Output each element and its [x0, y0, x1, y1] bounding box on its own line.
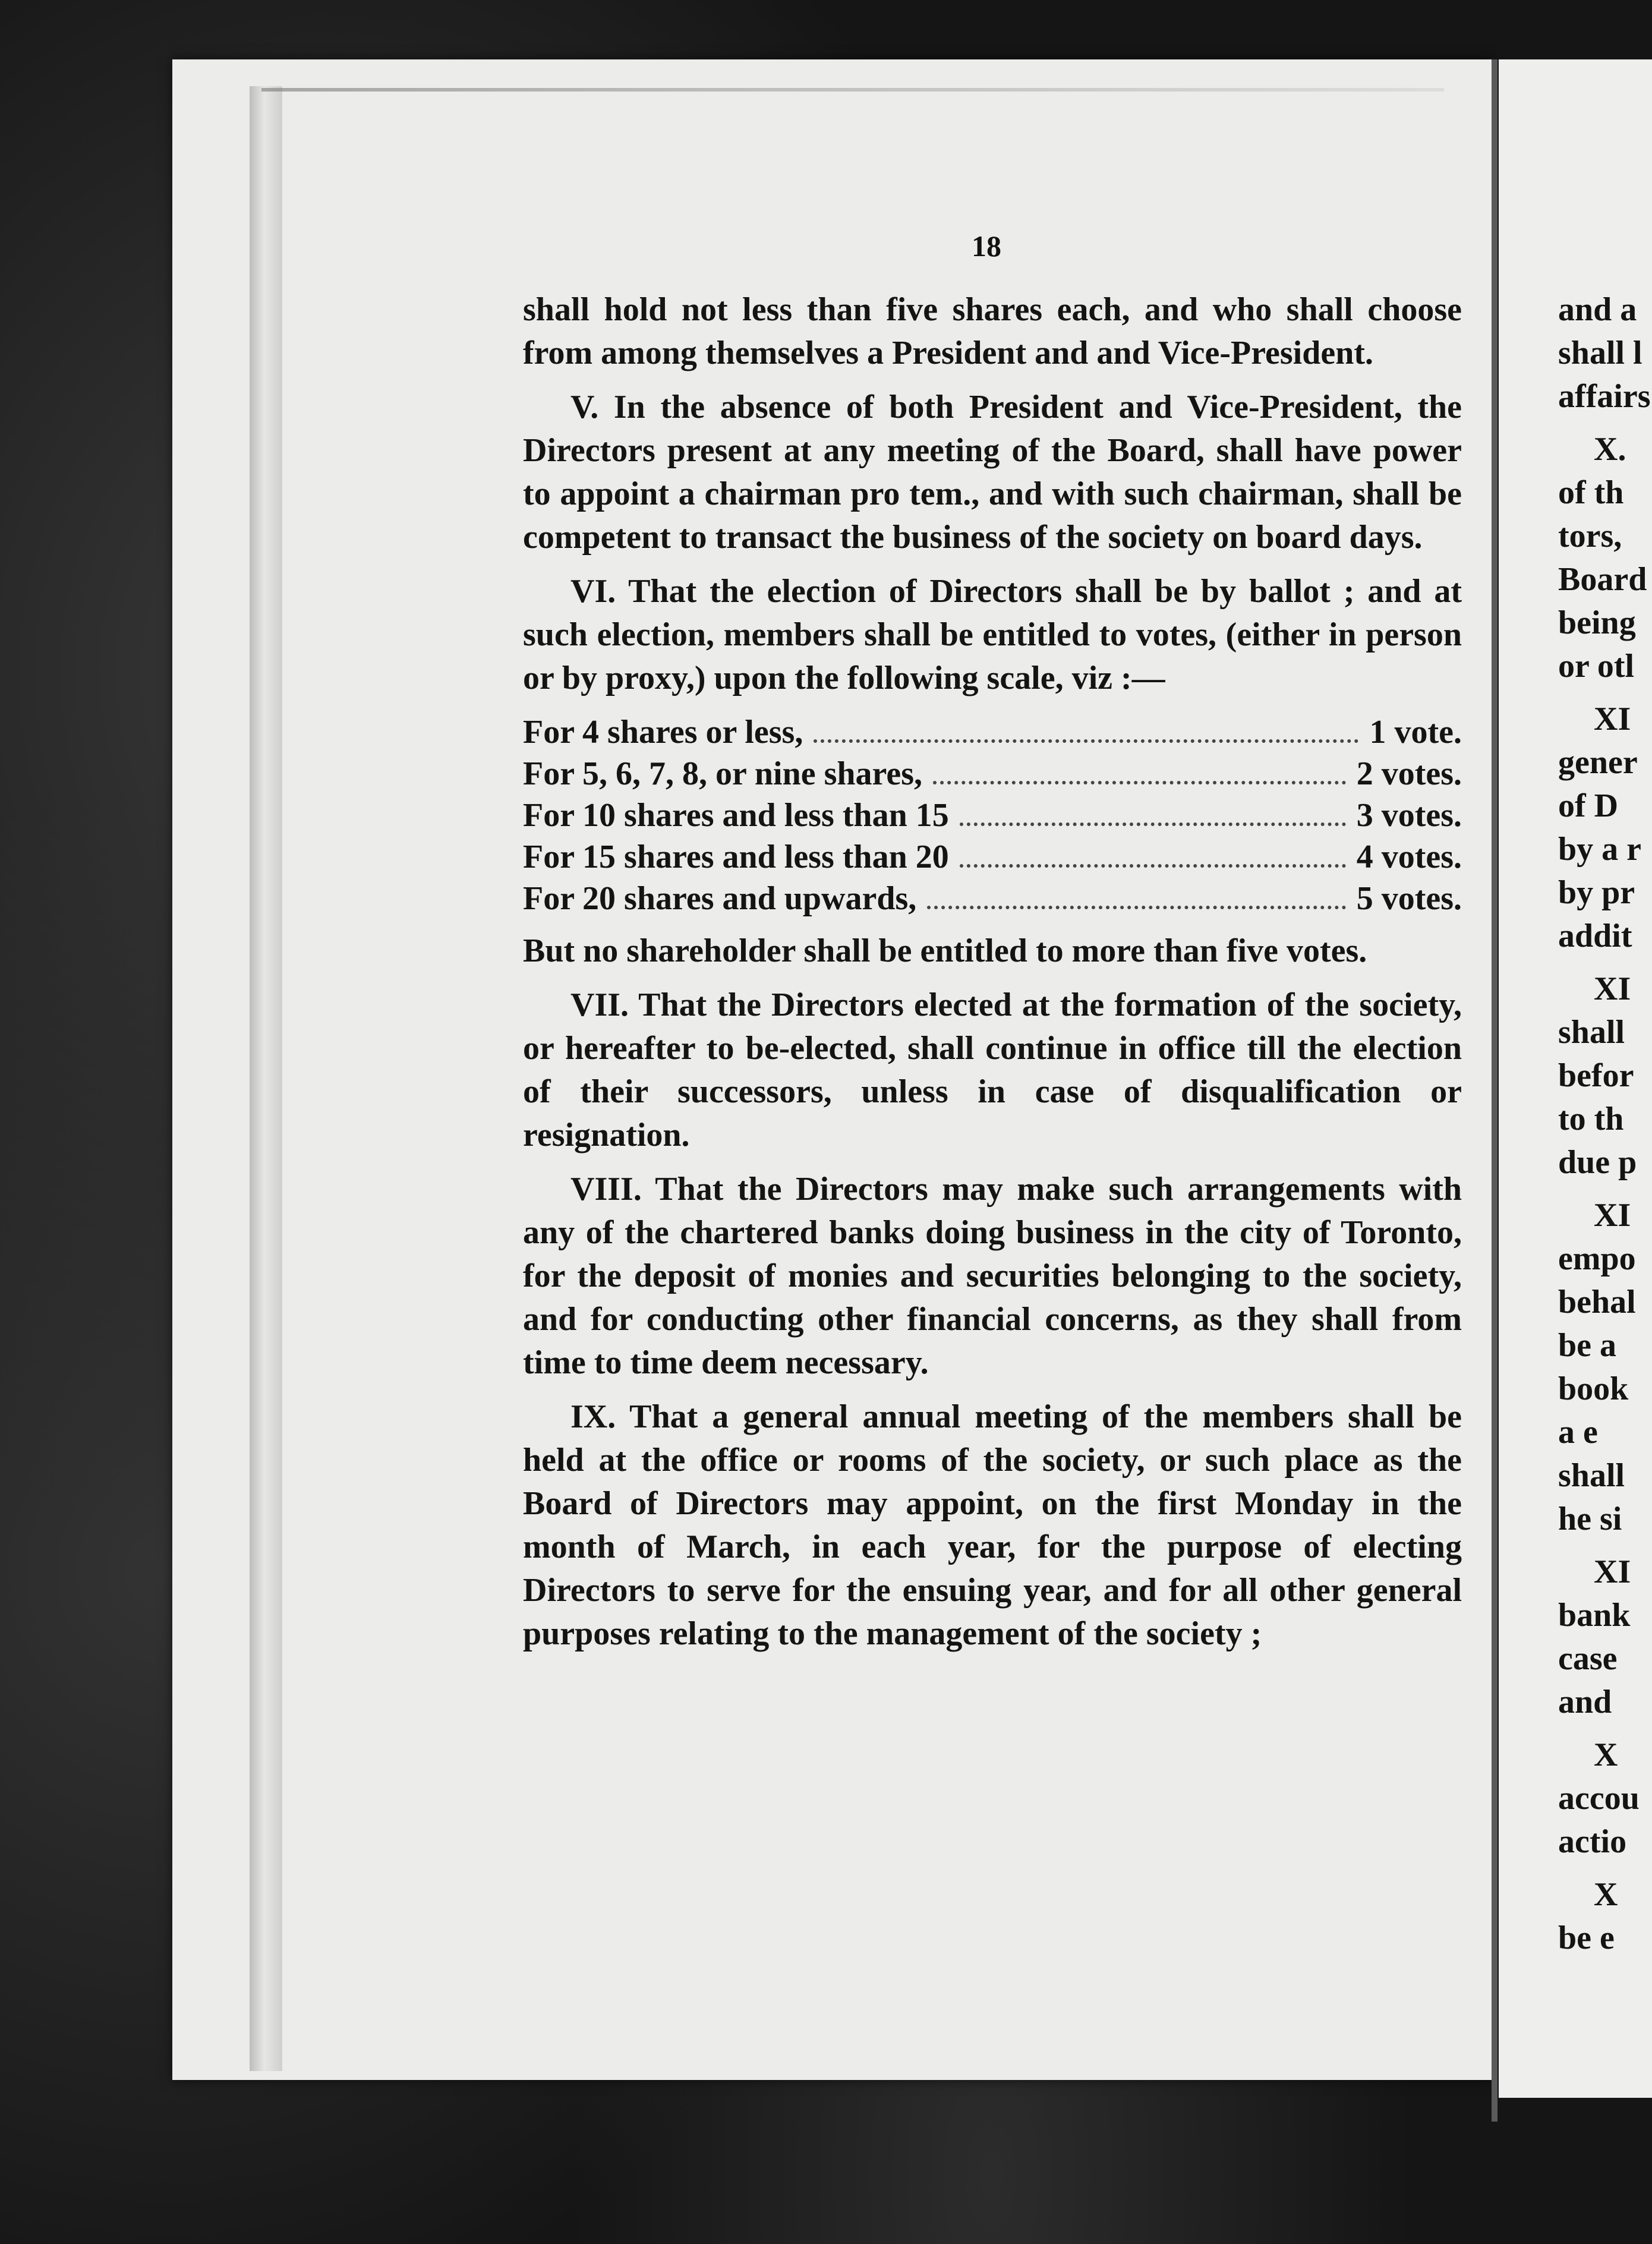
right-fragment: shall l [1558, 335, 1642, 371]
vote-scale-table [523, 711, 1462, 919]
vote-scale-votes: 2 votes. [1356, 755, 1462, 792]
right-fragment: bank [1558, 1597, 1631, 1634]
right-fragment: a e [1558, 1414, 1598, 1451]
right-fragment: befor [1558, 1057, 1634, 1094]
right-fragment: Board [1558, 561, 1647, 598]
vote-scale-row [523, 877, 1462, 919]
right-fragment: and [1558, 1684, 1612, 1720]
right-fragment: shall [1558, 1014, 1625, 1051]
right-fragment: case [1558, 1640, 1618, 1677]
dot-leader [814, 739, 1358, 743]
right-fragment: behal [1558, 1284, 1636, 1320]
vote-scale-shares: For 15 shares and less than 20 [523, 839, 949, 875]
page-edge-shadow [250, 86, 282, 2071]
page-number: 18 [972, 229, 1001, 263]
paragraph-section-viii: VIII. That the Directors may make such arrangements with any of the chartered banks doing business in the city of Toronto, for the deposit of monies and securities belonging to the society, and for conducting other financial concerns, as they shall from time to time deem necessary. [523, 1171, 1462, 1381]
right-fragment: being [1558, 604, 1636, 641]
vote-scale-shares: For 20 shares and upwards, [523, 880, 917, 917]
right-fragment: X [1594, 1876, 1618, 1913]
main-text-column [523, 288, 1462, 1666]
right-fragment: accou [1558, 1780, 1640, 1817]
right-page-text-fragments [1558, 288, 1652, 1960]
right-fragment: of th [1558, 474, 1624, 511]
vote-scale-shares: For 10 shares and less than 15 [523, 797, 949, 834]
right-fragment: gener [1558, 744, 1638, 781]
vote-scale-votes: 5 votes. [1356, 880, 1462, 917]
paragraph-intro: shall hold not less than five shares each, and who shall choose from among themselves a President and and Vice-President. [523, 291, 1462, 371]
right-fragment: XI [1594, 1553, 1631, 1590]
vote-scale-votes: 1 vote. [1369, 714, 1462, 751]
vote-scale-row [523, 794, 1462, 836]
dot-leader [927, 906, 1345, 909]
dot-leader [960, 822, 1346, 826]
right-fragment: tors, [1558, 518, 1622, 554]
dot-leader [960, 864, 1346, 868]
right-fragment: book [1558, 1370, 1629, 1407]
right-fragment: and a [1558, 291, 1637, 328]
right-fragment: he si [1558, 1501, 1622, 1537]
right-fragment: due p [1558, 1144, 1637, 1181]
right-fragment: X [1594, 1736, 1618, 1773]
right-fragment: actio [1558, 1823, 1627, 1860]
right-fragment: X. [1594, 431, 1626, 468]
right-fragment: addit [1558, 918, 1632, 954]
right-fragment: shall [1558, 1457, 1625, 1494]
vote-scale-row [523, 752, 1462, 794]
book-gutter [1492, 59, 1497, 2122]
vote-scale-votes: 4 votes. [1356, 839, 1462, 875]
vote-scale-shares: For 5, 6, 7, 8, or nine shares, [523, 755, 923, 792]
paragraph-section-vi: VI. That the election of Directors shall be by ballot ; and at such election, members shall be entitled to votes, (either in person or by proxy,) upon the following scale, viz :— [523, 573, 1462, 696]
right-fragment: empo [1558, 1240, 1636, 1277]
paragraph-vote-limit: But no shareholder shall be entitled to more than five votes. [523, 932, 1367, 969]
right-fragment: or otl [1558, 648, 1635, 685]
right-fragment: be a [1558, 1327, 1616, 1364]
right-fragment: by a r [1558, 831, 1641, 868]
right-fragment: XI [1594, 1197, 1631, 1234]
right-fragment: XI [1594, 970, 1631, 1007]
right-fragment: XI [1594, 701, 1631, 738]
dot-leader [933, 781, 1346, 784]
vote-scale-votes: 3 votes. [1356, 797, 1462, 834]
right-fragment: of D [1558, 787, 1619, 824]
page-top-edge [261, 88, 1444, 92]
right-fragment: by pr [1558, 874, 1635, 911]
vote-scale-row [523, 836, 1462, 877]
vote-scale-row [523, 711, 1462, 752]
vote-scale-shares: For 4 shares or less, [523, 714, 803, 751]
right-fragment: affairs [1558, 378, 1651, 415]
paragraph-section-ix: IX. That a general annual meeting of the members shall be held at the office or rooms of the society, or such place as the Board of Directors may appoint, on the first Monday in the month of March, in each year, for the purpose of electing Directors to serve for the ensuing year, and for all other general purposes relating to the management of the society ; [523, 1398, 1462, 1652]
right-fragment: to th [1558, 1101, 1624, 1137]
paragraph-section-vii: VII. That the Directors elected at the formation of the society, or hereafter to be-elected, shall continue in office till the election of their successors, unless in case of disqualification or resignation. [523, 987, 1462, 1153]
right-fragment: be e [1558, 1920, 1615, 1956]
paragraph-section-v: V. In the absence of both President and Vice-President, the Directors present at any meeting of the Board, shall have power to appoint a chairman pro tem., and with such chairman, shall be competent to transact the business of the society on board days. [523, 389, 1462, 556]
